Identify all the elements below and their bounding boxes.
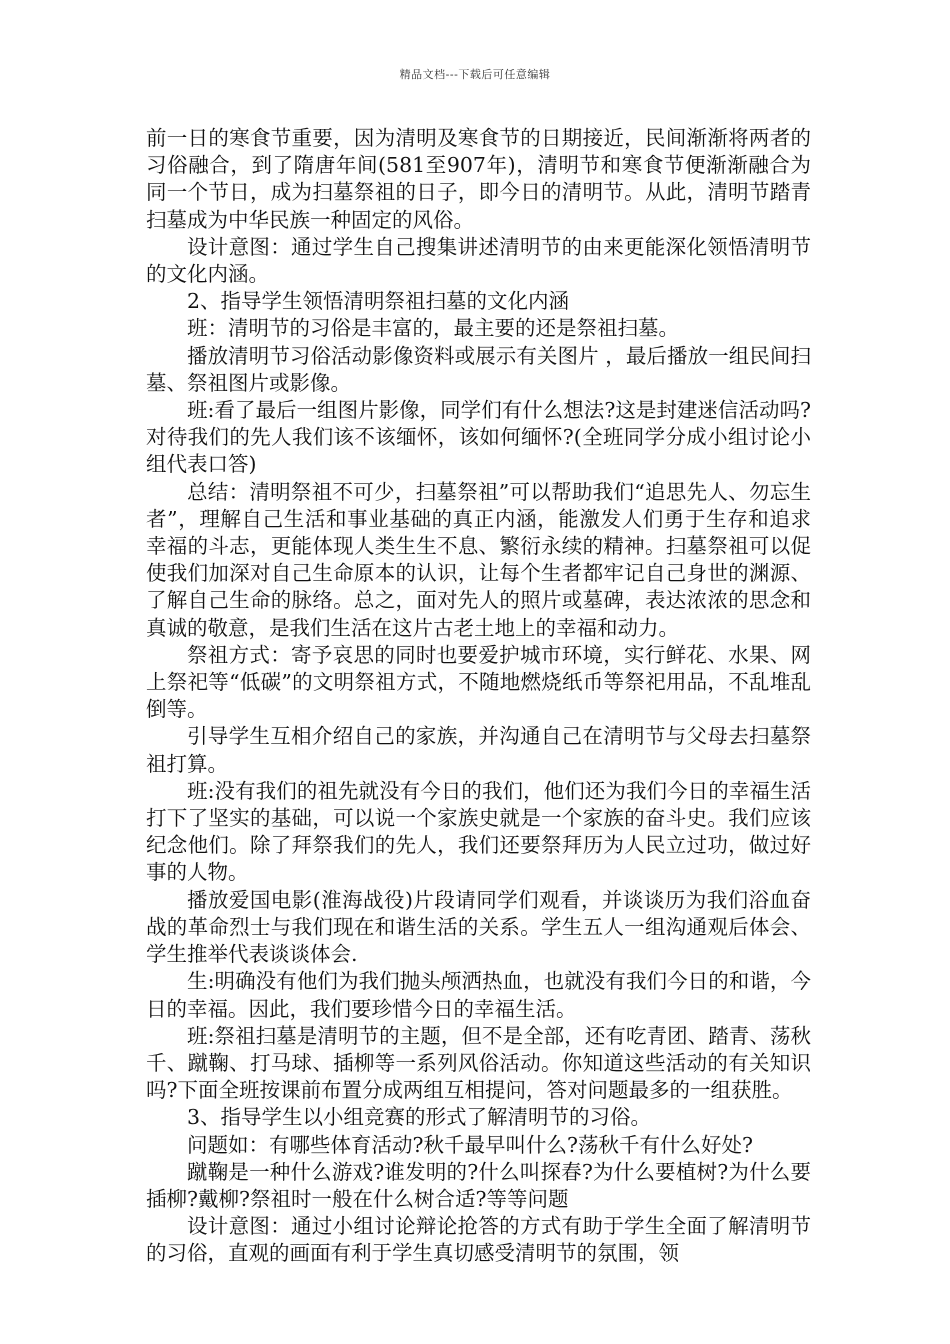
paragraph: 设计意图：通过小组讨论辩论抢答的方式有助于学生全面了解清明节的习俗，直观的画面有利于学生真切感受清明节的氛围，领 (146, 1214, 811, 1266)
paragraph: 问题如：有哪些体育活动?秋千最早叫什么?荡秋千有什么好处? (187, 1132, 753, 1157)
paragraph: 生:明确没有他们为我们抛头颅洒热血，也就没有我们今日的和谐，今日的幸福。因此，我们要珍惜今日的幸福生活。 (146, 969, 811, 1021)
section-heading: 3、指导学生以小组竞赛的形式了解清明节的习俗。 (187, 1105, 652, 1130)
document-body (146, 125, 811, 1268)
paragraph: 总结：清明祭祖不可少，扫墓祭祖”可以帮助我们“追思先人、勿忘生者”，理解自己生活和事业基础的真正内涵，能激发人们勇于生存和追求幸福的斗志，更能体现人类生生不息、繁衍永续的精神。扫墓祭祖可以促使我们加深对自己生命原本的认识，让每个生者都牢记自己身世的渊源、了解自己生命的脉络。总之，面对先人的照片或墓碑，表达浓浓的思念和真诚的敬意，是我们生活在这片古老土地上的幸福和动力。 (146, 479, 811, 640)
paragraph: 前一日的寒食节重要，因为清明及寒食节的日期接近，民间渐渐将两者的习俗融合，到了隋唐年间(581至907年)，清明节和寒食节便渐渐融合为同一个节日，成为扫墓祭祖的日子，即今日的清明节。从此，清明节踏青扫墓成为中华民族一种固定的风俗。 (146, 126, 811, 232)
paragraph: 班:祭祖扫墓是清明节的主题，但不是全部，还有吃青团、踏青、荡秋千、蹴鞠、打马球、插柳等一系列风俗活动。你知道这些活动的有关知识吗?下面全班按课前布置分成两组互相提问，答对问题最多的一组获胜。 (146, 1023, 811, 1103)
paragraph: 祭祖方式：寄予哀思的同时也要爱护城市环境，实行鲜花、水果、网上祭祀等“低碳”的文明祭祖方式，不随地燃烧纸币等祭祀用品，不乱堆乱倒等。 (146, 642, 811, 722)
paragraph: 引导学生互相介绍自己的家族，并沟通自己在清明节与父母去扫墓祭祖打算。 (146, 724, 811, 776)
paragraph: 设计意图：通过学生自己搜集讲述清明节的由来更能深化领悟清明节的文化内涵。 (146, 234, 811, 287)
paragraph: 班:没有我们的祖先就没有今日的我们，他们还为我们今日的幸福生活打下了坚实的基础，可以说一个家族史就是一个家族的奋斗史。我们应该纪念他们。除了拜祭我们的先人，我们还要祭拜历为人民立过功，做过好事的人物。 (146, 778, 811, 885)
paragraph: 蹴鞠是一种什么游戏?谁发明的?什么叫探春?为什么要植树?为什么要插柳?戴柳?祭祖时一般在什么树合适?等等问题 (146, 1159, 811, 1211)
paragraph: 播放爱国电影(淮海战役)片段请同学们观看，并谈谈历为我们浴血奋战的革命烈士与我们现在和谐生活的关系。学生五人一组沟通观后体会、学生推举代表谈谈体会. (146, 887, 811, 967)
paragraph: 播放清明节习俗活动影像资料或展示有关图片 ，最后播放一组民间扫墓、祭祖图片或影像。 (146, 343, 811, 395)
paragraph: 班:看了最后一组图片影像，同学们有什么想法?这是封建迷信活动吗?对待我们的先人我们该不该缅怀，该如何缅怀?(全班同学分成小组讨论小组代表口答) (146, 398, 811, 477)
paragraph: 班：清明节的习俗是丰富的，最主要的还是祭祖扫墓。 (187, 316, 679, 341)
section-heading: 2、指导学生领悟清明祭祖扫墓的文化内涵 (187, 289, 570, 314)
page-header: 精品文档---下载后可任意编辑 (399, 68, 551, 81)
